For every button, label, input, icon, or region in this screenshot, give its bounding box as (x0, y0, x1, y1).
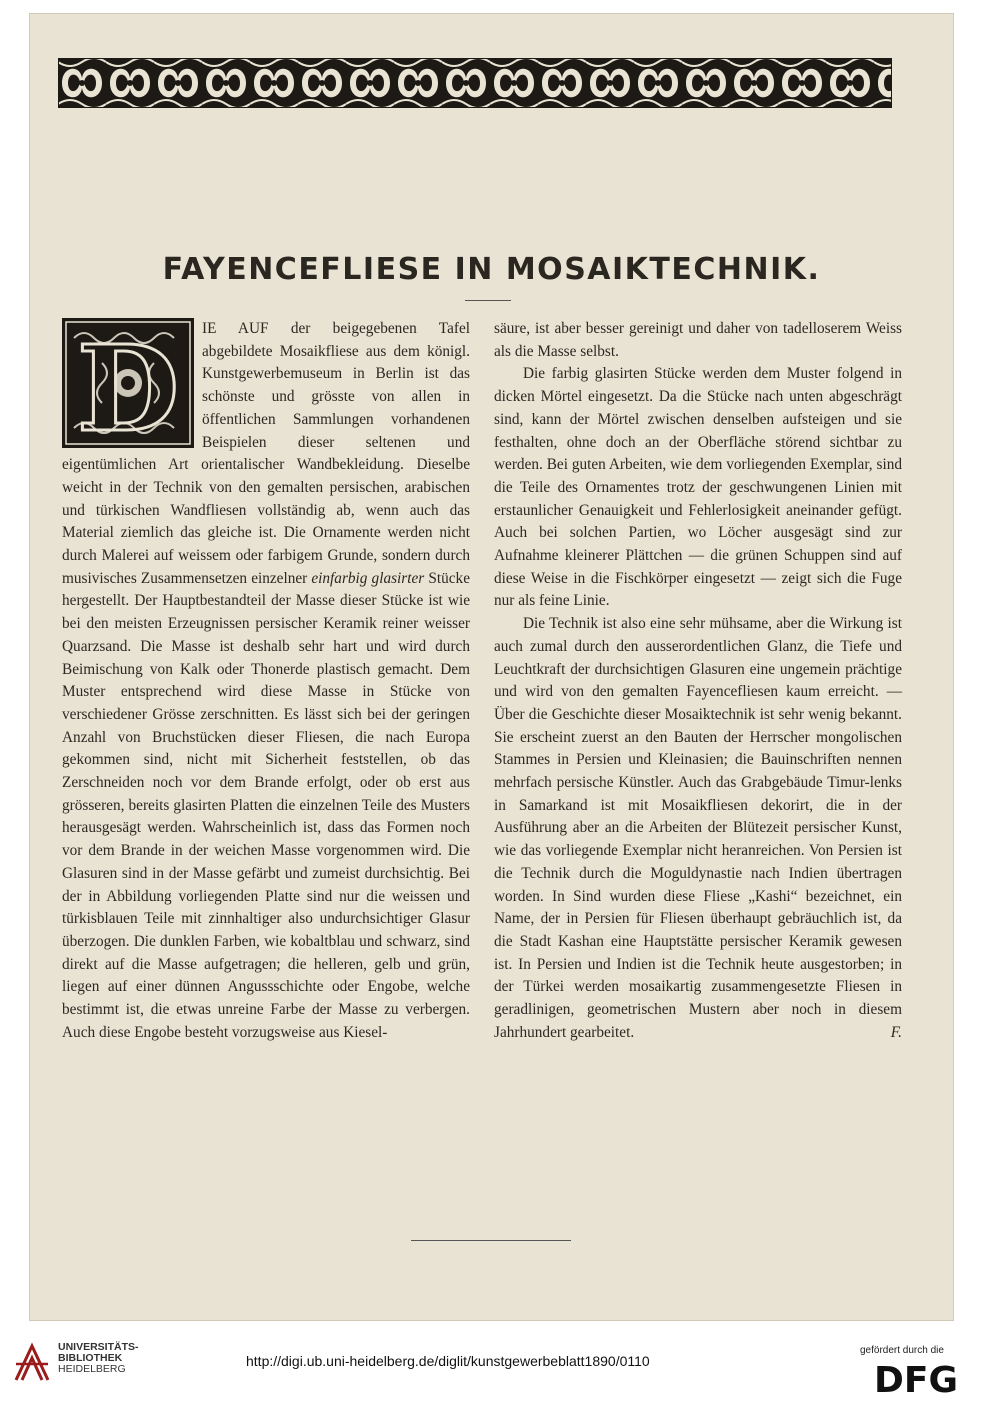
dfg-logo[interactable] (874, 1360, 970, 1396)
left-paragraph-1-emphasis: einfarbig glasirter (311, 569, 425, 587)
permalink-url[interactable]: http://digi.ub.uni-heidelberg.de/diglit/kunstgewerbeblatt1890/0110 (246, 1353, 650, 1369)
title-divider (465, 300, 511, 301)
library-name-line1: UNIVERSITÄTS- (58, 1341, 139, 1353)
library-name-line3: HEIDELBERG (58, 1363, 126, 1375)
funding-caption: gefördert durch die (860, 1345, 944, 1356)
right-paragraph-2: Die farbig glasirten Stücke werden dem Muster folgend in dicken Mörtel eingesetzt. Da die Stücke nach unten abgeschrägt sind, kann der Mörtel zwischen denselben aufsteigen und sie festhalten, ohne doch an der Oberfläche störend sichtbar zu werden. Bei guten Arbeiten, wie dem vorliegenden Exemplar, sind die Teile des Ornamentes trotz der geschwungenen Linien mit erstaunlicher Genauigkeit und Fehlerlosigkeit aneinander gefügt. Auch bei solchen Partien, wo Löcher ausgesägt sind zur Aufnahme kleinerer Plättchen — die grünen Schuppen sind auf diese Weise in die Fischkörper eingesetzt — zeigt sich die Fuge nur als feine Linie. (494, 365, 902, 610)
article-title: FAYENCEFLIESE IN MOSAIKTECHNIK. (162, 252, 821, 287)
dropcap-letter: D (76, 319, 180, 448)
left-text-column (62, 318, 470, 1045)
right-text-column (494, 318, 902, 1045)
end-divider (411, 1240, 571, 1241)
right-paragraph-3: Die Technik ist also eine sehr mühsame, aber die Wirkung ist auch zumal durch den ausserordentlichen Glanz, die Tiefe und Leuchtkraft der durchsichtigen Glasuren eine ungemein prächtige und wird von den gemalten Fayencefliesen kaum erreicht. — Über die Geschichte dieser Mosaiktechnik ist sehr wenig bekannt. Sie erscheint zuerst an den Bauten der Herrscher mongolischen Stammes in Persien und Kleinasien; die Bauinschriften nennen mehrfach persische Künstler. Auch das Grabgebäude Timur-lenks in Samarkand ist mit Mosaikfliesen dekorirt, die in der Ausführung aber an die Arbeiten der Blütezeit persischer Kunst, wie das vorliegende Exemplar nicht heranreichen. Von Persien ist die Technik durch die Moguldynastie nach Indien übertragen worden. In Sind wurden diese Fliese „Kashi“ bezeichnet, ein Name, der in Persien für Fliesen überhaupt gebräuchlich ist, da die Stadt Kashan eine Hauptstätte persischer Keramik gewesen ist. In Persien und Indien ist die Technik heute ausgestorben; in der Türkei werden mosaikartig zusammengesetzte Fliesen in geradlinigen, geometrischen Mustern aber noch in diesem Jahrhundert gearbeitet. (494, 615, 902, 1041)
decorated-initial (62, 318, 194, 448)
right-paragraph-1: säure, ist aber besser gereinigt und daher von tadelloserem Weiss als die Masse selbst. (494, 320, 902, 360)
ornamental-header-band (58, 58, 892, 108)
author-signature: F. (890, 1023, 902, 1041)
library-name-line2: BIBLIOTHEK (58, 1352, 123, 1364)
library-logo[interactable] (12, 1340, 212, 1390)
left-paragraph-1b: Stücke hergestellt. Der Hauptbestandteil der Masse dieser Stücke ist wie bei den meisten Erzeugnissen persischer Keramik reiner weisser Quarzsand. Die Masse ist deshalb sehr hart und wird durch Beimischung von Kalk oder Thonerde plastisch gemacht. Dem Muster entsprechend wird diese Masse in Stücke von verschiedener Grösse zerschnitten. Es lässt sich bei der geringen Anzahl von Bruchstücken dieser Fliesen, die nach Europa gekommen sind, nicht mit Sicherheit feststellen, ob das Zerschneiden noch vor dem Brande erfolgt, oder ob erst aus grösseren, bereits glasirten Platten die einzelnen Teile des Musters herausgesägt werden. Wahrscheinlich ist, dass das Formen noch vor dem Brande in der weichen Masse vorgenommen wird. Die Glasuren sind in der Masse gefärbt und zumeist durchsichtig. Bei der in Abbildung vorliegenden Platte sind nur die weissen und türkisblauen Teile mit zinnhaltiger also undurchsichtiger Glasur überzogen. Die dunklen Farben, wie kobaltblau und schwarz, sind direkt auf die Masse aufgetragen; die helleren, gelb und grün, liegen auf einer dünnen Angussschichte oder Engobe, welche bestimmt ist, die etwas unreine Farbe der Masse zu verbergen. Auch diese Engobe besteht vorzugsweise aus Kiesel- (62, 569, 470, 1041)
dfg-logo-text: DFG (874, 1360, 959, 1396)
library-emblem-icon (12, 1340, 52, 1386)
left-paragraph-1a: IE AUF der beigegebenen Tafel abgebildete Mosaikfliese aus dem königl. Kunstgewerbemuseum in Berlin ist das schönste und grösste von allen in öffentlichen Sammlungen vorhandenen Beispielen dieser seltenen und eigentümlichen Art orientalischer Wandbekleidung. Dieselbe weicht in der Technik von den gemalten persischen, arabischen und türkischen Wandfliesen vollständig ab, wenn auch das Material ziemlich das gleiche ist. Die Ornamente werden nicht durch Malerei auf weissem oder farbigem Grunde, sondern durch musivisches Zusammensetzen einzelner (62, 320, 470, 587)
